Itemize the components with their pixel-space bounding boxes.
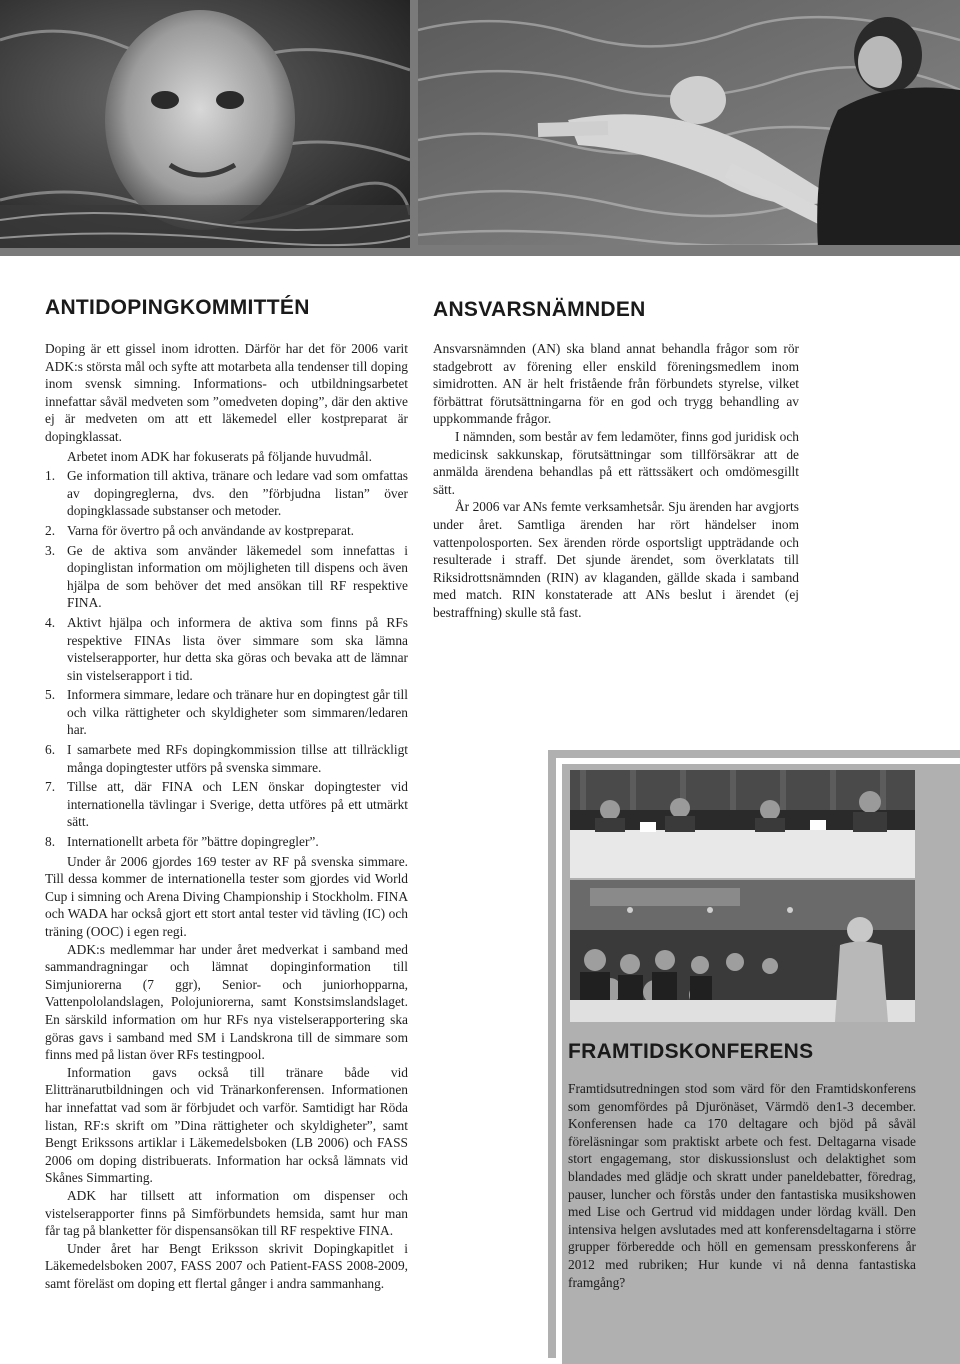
antidoping-intro: Doping är ett gissel inom idrotten. Därför har det för 2006 varit ADK:s största mål och syfte att motarbeta alla tendenser till doping inom svensk simning. Informations- och utbildningsarbetet innefattar såväl medveten som ”omedveten doping”, där den aktive ej är medveten om att ett läkemedel eller kostpreparat är dopingklassat. <box>45 341 408 444</box>
goal-item: 2. Varna för övertro på och användande av kostpreparat. <box>45 522 355 538</box>
ansvar-paragraph: Ansvarsnämnden (AN) ska bland annat behandla frågor som rör stadgebrott av förening eller enskild föreningsmedlem inom simidrotten. AN är helt fristående från förbundets styrelse, vilket förbättrat förutsättningarna för en god och trygg behandling av uppkommande frågor. <box>433 341 799 427</box>
ansvar-paragraph: I nämnden, som består av fem ledamöter, finns god juridisk och medicinsk sakkunskap, förutsättningar som tillförsäkrar att de anmälda ärendena behandlas på ett rättssäkert och omdömesgillt sätt. <box>433 428 799 497</box>
goal-item: 6. I samarbete med RFs dopingkommission tillse att tillräckligt många dopingtester utförs på svenska simmare. <box>45 742 408 775</box>
antidoping-title: ANTIDOPINGKOMMITTÉN <box>45 296 310 319</box>
goal-item: 4. Aktivt hjälpa och informera de aktiva som finns på RFs respektive FINAs lista över simmare som ska lämna vistelserapporter, hur detta ska göras och bevaka att de lämnar sin vistelserapport i tid. <box>45 614 408 683</box>
goal-item: 3. Ge de aktiva som använder läkemedel som innefattas i dopinglistan information om möjligheten till dispens och även hjälpa de som behöver det med ansökan till RF respektive FINA. <box>45 542 408 611</box>
goal-item: 7. Tillse att, där FINA och LEN önskar dopingtester vid internationella tävlingar i Sverige, detta utföres på ett utmärkt sätt. <box>45 779 408 830</box>
photo-conference-audience <box>570 880 915 1022</box>
goal-list <box>45 467 408 850</box>
ansvar-paragraph: År 2006 var ANs femte verksamhetsår. Sju ärenden har avgjorts under året. Samtliga ärenden har rört händelser inom vattenpolosporten. Sex ärenden rörde osportsligt uppträdande och resulterade i straff. Det sjunde ärendet, som överklatats till Riksidrottsnämnden (RIN) av klaganden, gällde skada i samband med match. RIN konstaterade att ANs beslut i ärendet (ej bestraffning) skulle stå fast. <box>433 499 799 620</box>
antidoping-paragraph: ADK:s medlemmar har under året medverkat i samband med sammandragningar och lämnat dopinginformation till Simjuniorerna (7 ggr), Senior- och juniorhopparna, Vattenpololandslagen, Polojuniorerna, samt Konstsimslandslaget. En särskild information om hur RFs nya vistelserapportering ska göras gavs i samband med SM i Landskrona till de simmare som finns med på listan över RFs testingpool. <box>45 941 408 1063</box>
photo-panel-debate <box>570 770 915 878</box>
goal-item: 5. Informera simmare, ledare och tränare hur en dopingtest går till och vilka rättigheter och skyldigheter som simmaren/ledaren har. <box>45 687 408 738</box>
photo-child-floating <box>418 0 960 248</box>
antidoping-paragraph: Under år 2006 gjordes 169 tester av RF på svenska simmare. Till dessa kommer de internationella tester som gjordes vid World Cup i simning och Arena Diving Championship i Stockholm. FINA och WADA har också gjort ett stort antal tester vid tävling (IC) och träning (OOC) i egen regi. <box>45 853 408 939</box>
antidoping-paragraph: Under året har Bengt Eriksson skrivit Dopingkapitlet i Läkemedelsboken 2007, FASS 2007 och Patient-FASS 2008-2009, samt föreläst om doping ett flertal gånger i andra sammanhang. <box>45 1240 408 1291</box>
framtid-text: Framtidsutredningen stod som värd för den Framtidskonferens som genomfördes på Djurönäset, Värmdö den1-3 december. Konferensen hade ca 170 deltagare och bjöd på såväl föreläsningar som praktiskt arbete och fest. Deltagarna visade stort engagemang, stor diskussionslust och delaktighet som blandades med glädje och skratt under paneldebatter, föredrag, pauser, luncher och förstås under den fantastiska musikshowen med Lise och Gertrud vid middagen under lördag kväll. Den intensiva helgen avslutades med att konferensdeltagarna i större grupper förberedde och höll en gemensam presskonferens år 2012 med rubriken; Hur kunde vi nå denna fantastiska framgång? <box>568 1081 916 1290</box>
framtid-title: FRAMTIDSKONFERENS <box>568 1040 814 1063</box>
ansvar-title: ANSVARSNÄMNDEN <box>433 298 646 321</box>
ansvar-body <box>433 340 799 622</box>
antidoping-lead: Arbetet inom ADK har fokuserats på följande huvudmål. <box>67 448 372 464</box>
goal-item: 1. Ge information till aktiva, tränare och ledare vad som omfattas av dopingreglerna, dvs. den ”förbjudna listan” över dopingklassade substanser och metoder. <box>45 468 408 519</box>
photo-baby-swimming <box>0 0 410 248</box>
antidoping-paragraph: ADK har tillsett att information om dispenser och vistelserapporter finns på Simförbundets hemsida, samt hur man får tag på blanketter för dispensansökan till RF respektive FINA. <box>45 1187 408 1239</box>
goal-item: 8. Internationellt arbeta för ”bättre dopingregler”. <box>45 834 319 850</box>
antidoping-body <box>45 340 408 1292</box>
antidoping-paragraph: Information gavs också till tränare både vid Elittränarutbildningen och vid Tränarkonferensen. Informationen har innefattat vad som är förbjudet och varför. Samtidigt har Röda listan, RF:s skrift om ”Dina rättigheter och skyldigheter”, samt Bengt Erikssons artiklar i Läkemedelsboken (LB 2006) och FASS 2006 om doping distribuerats. Information har också lämnats vid Skånes Simmarting. <box>45 1064 408 1186</box>
